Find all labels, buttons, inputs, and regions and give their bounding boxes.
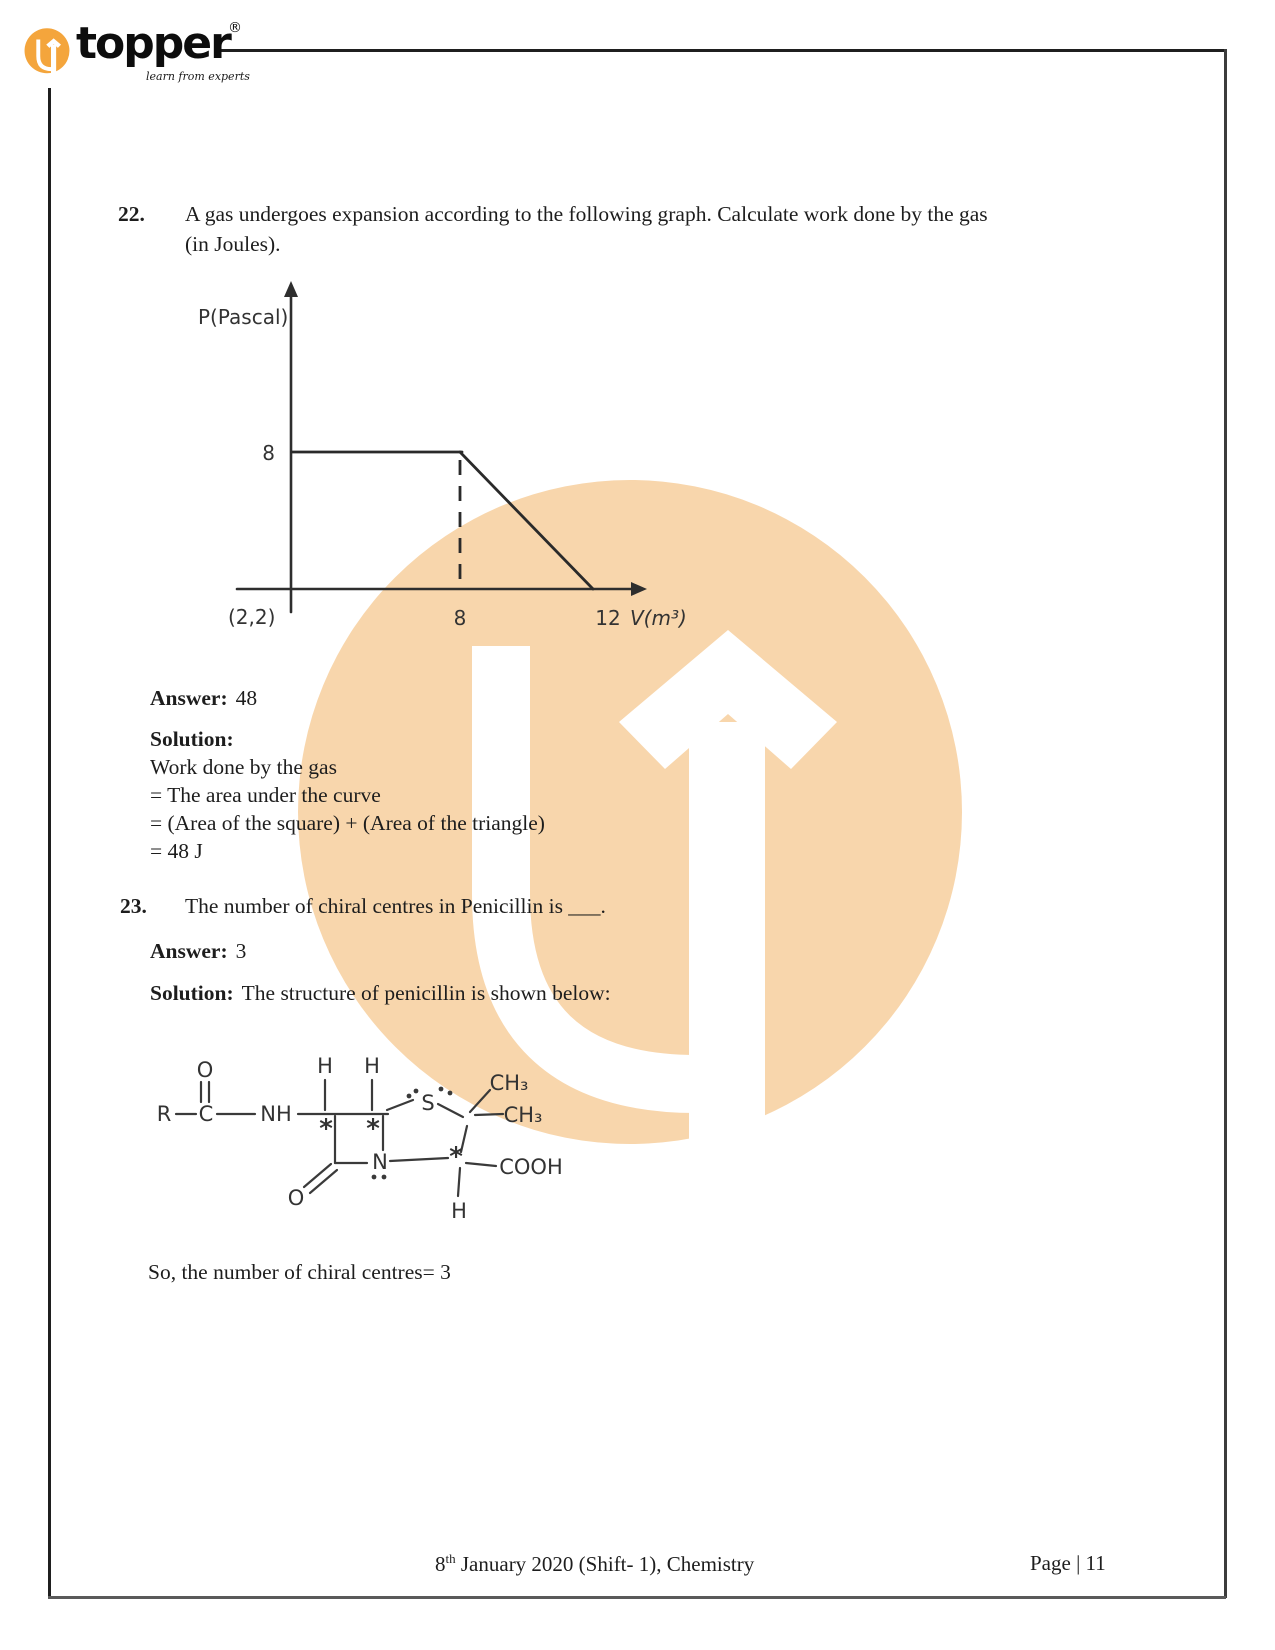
q23-answer-line bbox=[150, 937, 246, 965]
bottom-border bbox=[48, 1596, 1226, 1599]
left-border bbox=[48, 88, 51, 1598]
pv-graph-labels bbox=[198, 305, 687, 630]
q23-solution-label: Solution: bbox=[150, 981, 234, 1005]
footer-date bbox=[435, 1551, 754, 1577]
atom-H-bottom: H bbox=[451, 1199, 467, 1223]
right-border bbox=[1224, 49, 1227, 1598]
atom-O-top: O bbox=[196, 1058, 214, 1082]
graph-xtick-8: 8 bbox=[453, 606, 467, 630]
atom-C: C bbox=[198, 1102, 214, 1126]
footer-date-ordinal: th bbox=[445, 1551, 456, 1566]
registered-mark: ® bbox=[228, 20, 242, 36]
atom-H-left: H bbox=[317, 1054, 333, 1078]
penicillin-structure bbox=[133, 1040, 603, 1230]
molecule-atom-labels bbox=[157, 1054, 563, 1223]
footer-date-rest: January 2020 (Shift- 1), Chemistry bbox=[455, 1552, 755, 1576]
molecule-bonds bbox=[176, 1080, 503, 1196]
q22-solution-label: Solution: bbox=[150, 727, 234, 751]
q22-answer-value: 48 bbox=[235, 686, 258, 710]
graph-ylabel: P(Pascal) bbox=[198, 305, 289, 329]
pv-graph bbox=[190, 278, 700, 630]
graph-xlabel: V(m³) bbox=[630, 606, 687, 630]
q22-solution-line4: = 48 J bbox=[150, 839, 203, 863]
q22-text-line1: A gas undergoes expansion according to the following graph. Calculate work done by the gas bbox=[185, 202, 988, 226]
brand-name: topper bbox=[76, 18, 230, 69]
x-axis-arrow-icon bbox=[631, 582, 647, 596]
q23-text: The number of chiral centres in Penicillin is ___. bbox=[185, 894, 606, 918]
utopper-logo-icon bbox=[24, 28, 70, 74]
q22-solution-block bbox=[150, 725, 545, 865]
q22-solution-line2: = The area under the curve bbox=[150, 783, 381, 807]
q22-solution-line3: = (Area of the square) + (Area of the triangle) bbox=[150, 811, 545, 835]
footer-page-number: Page | 11 bbox=[1030, 1551, 1106, 1575]
graph-xtick-12: 12 bbox=[595, 606, 621, 630]
q22-answer-line bbox=[150, 684, 257, 712]
graph-origin-label: (2,2) bbox=[228, 605, 276, 629]
chiral-star-1: * bbox=[319, 1114, 333, 1144]
q22-number: 22. bbox=[118, 202, 145, 226]
graph-ytick-8: 8 bbox=[262, 441, 275, 465]
q22-text-line2: (in Joules). bbox=[185, 232, 281, 256]
atom-O-bottom: O bbox=[287, 1186, 305, 1210]
atom-R: R bbox=[156, 1102, 172, 1126]
q23-answer-label: Answer: bbox=[150, 939, 228, 963]
q22-solution-line1: Work done by the gas bbox=[150, 755, 337, 779]
q23-answer-value: 3 bbox=[235, 939, 247, 963]
q23-solution-line bbox=[150, 979, 611, 1007]
y-axis-arrow-icon bbox=[284, 281, 298, 297]
group-CH3-top: CH₃ bbox=[489, 1071, 529, 1095]
group-CH3-right: CH₃ bbox=[503, 1103, 543, 1127]
q23-solution-text: The structure of penicillin is shown below: bbox=[241, 981, 611, 1005]
q22-answer-label: Answer: bbox=[150, 686, 228, 710]
group-COOH: COOH bbox=[499, 1155, 563, 1179]
chiral-star-3: * bbox=[449, 1142, 463, 1172]
brand-tagline: learn from experts bbox=[146, 70, 250, 83]
q23-number: 23. bbox=[120, 894, 147, 918]
q23-conclusion: So, the number of chiral centres= 3 bbox=[148, 1260, 451, 1284]
atom-NH: NH bbox=[260, 1102, 292, 1126]
header-rule bbox=[216, 49, 1226, 52]
atom-H-right: H bbox=[364, 1054, 380, 1078]
footer-date-day: 8 bbox=[435, 1552, 446, 1576]
atom-S: S bbox=[421, 1091, 435, 1115]
pv-process-path bbox=[292, 452, 593, 589]
chiral-star-2: * bbox=[366, 1114, 380, 1144]
atom-N: N bbox=[372, 1150, 388, 1174]
